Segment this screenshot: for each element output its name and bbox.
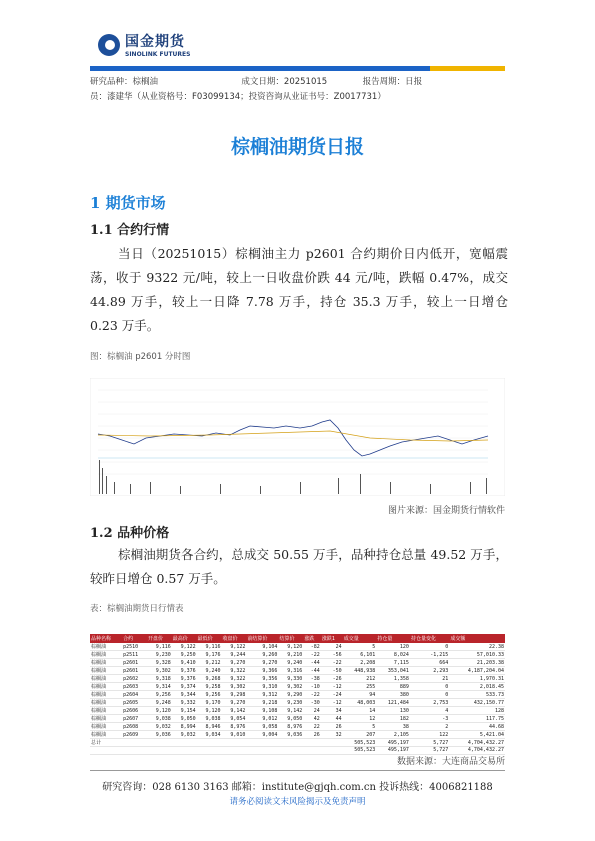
table-row (90, 731, 505, 739)
table-cell (172, 739, 197, 747)
quote-table (90, 634, 505, 755)
table-cell: 9,270 (222, 659, 247, 667)
table-cell: 9,210 (278, 651, 303, 659)
footer-contact: 研究咨询：028 6130 3163 邮箱：institute@gjqh.com.cn 投诉热线：4006821188 (102, 782, 493, 793)
table-cell: 棕榈油 (90, 707, 122, 715)
table-cell: 9,244 (222, 651, 247, 659)
table-cell: 8,024 (376, 651, 410, 659)
table-cell: 9,108 (246, 707, 278, 715)
table-cell (246, 747, 278, 755)
logo-mark-icon (98, 34, 120, 56)
table-cell: 9,010 (222, 731, 247, 739)
table-cell: 2 (410, 723, 449, 731)
table-cell: 889 (376, 683, 410, 691)
table-cell: 9,302 (147, 667, 172, 675)
table-cell: p2511 (122, 651, 147, 659)
table-cell: 9,176 (197, 651, 222, 659)
table-cell: 94 (343, 691, 377, 699)
table-cell: 棕榈油 (90, 691, 122, 699)
table-cell: 38 (376, 723, 410, 731)
table-cell: 9,298 (222, 691, 247, 699)
table-cell: 9,256 (147, 691, 172, 699)
table-cell: 8,994 (172, 723, 197, 731)
table-cell: p2601 (122, 667, 147, 675)
figure-caption: 图：棕榈油 p2601 分时图 (90, 352, 191, 362)
table-header-cell: 持仓量 (376, 634, 410, 643)
table-cell: 棕榈油 (90, 715, 122, 723)
table-cell: 9,142 (278, 707, 303, 715)
table-cell (321, 739, 343, 747)
table-cell: 353,041 (376, 667, 410, 675)
table-cell: 9,322 (222, 675, 247, 683)
footer-divider (90, 770, 505, 771)
table-cell: 5 (343, 723, 377, 731)
table-cell: p2608 (122, 723, 147, 731)
table-header-cell: 合约 (122, 634, 147, 643)
table-cell: 5,727 (410, 739, 449, 747)
meta-date: 成文日期：20251015 (241, 77, 328, 87)
table-cell: 48,003 (343, 699, 377, 707)
table-cell: 21 (410, 675, 449, 683)
table-cell: -10 (303, 683, 321, 691)
table-cell: 495,197 (376, 747, 410, 755)
table-cell: 9,310 (246, 683, 278, 691)
table-cell (122, 739, 147, 747)
table-cell: 9,302 (278, 683, 303, 691)
table-cell: 9,120 (197, 707, 222, 715)
table-header-cell: 成交量 (343, 634, 377, 643)
table-cell: 9,328 (147, 659, 172, 667)
table-cell: 12 (343, 715, 377, 723)
table-cell: 9,122 (172, 643, 197, 651)
table-cell: 9,104 (246, 643, 278, 651)
table-cell: 9,154 (172, 707, 197, 715)
table-cell: 9,374 (172, 683, 197, 691)
table-cell: p2604 (122, 691, 147, 699)
table-cell: 9,212 (197, 659, 222, 667)
table-cell: 2,018.45 (449, 683, 505, 691)
footer-disclaimer: 请务必阅读文末风险揭示及免责声明 (229, 797, 366, 807)
table-cell: -50 (321, 667, 343, 675)
table-cell: 5 (343, 643, 377, 651)
table-cell: 120 (376, 643, 410, 651)
table-cell (197, 739, 222, 747)
section-heading-futures: 1 期货市场 (90, 194, 166, 212)
table-cell: 34 (321, 707, 343, 715)
table-cell: 9,054 (222, 715, 247, 723)
table-cell: 9,330 (278, 675, 303, 683)
table-row (90, 739, 505, 747)
table-cell: 9,318 (147, 675, 172, 683)
table-row (90, 667, 505, 675)
table-cell: 448,938 (343, 667, 377, 675)
table-cell: 棕榈油 (90, 659, 122, 667)
table-cell: 44 (321, 715, 343, 723)
table-cell: 9,312 (246, 691, 278, 699)
table-cell: -30 (303, 699, 321, 707)
table-cell: 26 (303, 731, 321, 739)
table-cell: 533.73 (449, 691, 505, 699)
table-cell: 7,115 (376, 659, 410, 667)
table-cell: 9,036 (147, 731, 172, 739)
table-header-cell: 涨跌1 (321, 634, 343, 643)
table-cell: p2603 (122, 683, 147, 691)
table-cell: 9,012 (246, 715, 278, 723)
table-cell: 9,268 (197, 675, 222, 683)
table-cell: 1,358 (376, 675, 410, 683)
table-cell: -12 (321, 699, 343, 707)
table-header-cell: 开盘价 (147, 634, 172, 643)
table-cell: 122 (410, 731, 449, 739)
subheading-contract: 1.1 合约行情 (90, 223, 170, 238)
table-cell: 4 (410, 707, 449, 715)
table-cell: 24 (303, 707, 321, 715)
table-row (90, 683, 505, 691)
table-cell: 9,258 (197, 683, 222, 691)
table-cell: 2,753 (410, 699, 449, 707)
table-header-cell: 收盘价 (222, 634, 247, 643)
table-cell: 9,332 (172, 699, 197, 707)
table-cell (246, 739, 278, 747)
table-cell: 432,150.77 (449, 699, 505, 707)
table-cell: 9,120 (278, 643, 303, 651)
table-cell (303, 739, 321, 747)
table-body (90, 643, 505, 754)
table-cell: -22 (321, 659, 343, 667)
table-row (90, 707, 505, 715)
table-cell: 9,116 (197, 643, 222, 651)
table-cell: 9,240 (197, 667, 222, 675)
table-cell: 42 (303, 715, 321, 723)
table-cell: 505,523 (343, 739, 377, 747)
table-row (90, 699, 505, 707)
table-cell: 9,270 (246, 659, 278, 667)
table-cell: 9,034 (197, 731, 222, 739)
table-cell: -22 (303, 691, 321, 699)
table-cell: 9,376 (172, 675, 197, 683)
header-accent-bar (430, 66, 505, 71)
table-cell: 9,058 (246, 723, 278, 731)
table-cell: -22 (303, 651, 321, 659)
table-cell: 9,230 (278, 699, 303, 707)
table-row (90, 675, 505, 683)
table-cell: 14 (343, 707, 377, 715)
table-cell (303, 747, 321, 755)
intraday-chart (90, 378, 505, 496)
table-cell: 5,727 (410, 747, 449, 755)
table-cell: 9,038 (197, 715, 222, 723)
table-cell (147, 739, 172, 747)
table-cell: 8,976 (222, 723, 247, 731)
table-cell: 2,208 (343, 659, 377, 667)
table-cell: 2,293 (410, 667, 449, 675)
table-cell: 0 (410, 683, 449, 691)
table-cell: 380 (376, 691, 410, 699)
table-cell: 2,105 (376, 731, 410, 739)
table-cell: 505,523 (343, 747, 377, 755)
table-cell: p2609 (122, 731, 147, 739)
table-cell: 9,004 (246, 731, 278, 739)
table-cell: 121,484 (376, 699, 410, 707)
table-cell: -1,215 (410, 651, 449, 659)
table-cell: 9,170 (197, 699, 222, 707)
table-cell: 9,250 (172, 651, 197, 659)
table-cell: 棕榈油 (90, 683, 122, 691)
table-cell: 4,704,432.27 (449, 739, 505, 747)
paragraph-contract: 当日（20251015）棕榈油主力 p2601 合约期价日内低开，宽幅震荡，收于 9322 元/吨，较上一日收盘价跌 44 元/吨，跌幅 0.47%，成交 44.89 万手，较上一日降 7.78 万手，持仓 35.3 万手，较上一日增仓 0.23 万手。 (90, 246, 508, 333)
table-cell: 9,240 (278, 659, 303, 667)
table-header-cell: 最高价 (172, 634, 197, 643)
table-cell: 212 (343, 675, 377, 683)
table-cell: 128 (449, 707, 505, 715)
table-cell: p2510 (122, 643, 147, 651)
meta-period: 报告周期：日报 (362, 77, 423, 87)
table-row (90, 691, 505, 699)
table-cell: -44 (303, 667, 321, 675)
table-header-cell: 成交额 (449, 634, 505, 643)
table-cell: 9,032 (147, 723, 172, 731)
table-cell: 9,050 (278, 715, 303, 723)
table-cell: 207 (343, 731, 377, 739)
table-cell: 32 (321, 731, 343, 739)
table-cell: p2602 (122, 675, 147, 683)
table-header-cell: 结算价 (278, 634, 303, 643)
table-caption: 表：棕榈油期货日行情表 (90, 604, 184, 614)
table-row (90, 715, 505, 723)
table-cell: 总计 (90, 739, 122, 747)
table-cell: 4,187,204.04 (449, 667, 505, 675)
table-cell: 255 (343, 683, 377, 691)
table-cell: 57,010.33 (449, 651, 505, 659)
table-cell: -24 (321, 691, 343, 699)
table-cell (197, 747, 222, 755)
table-cell: 9,302 (222, 683, 247, 691)
table-cell: 9,344 (172, 691, 197, 699)
table-cell: 6,101 (343, 651, 377, 659)
table-cell: 130 (376, 707, 410, 715)
table-cell: 0 (410, 691, 449, 699)
table-cell: 4,704,432.27 (449, 747, 505, 755)
table-cell: 44.68 (449, 723, 505, 731)
table-header-cell: 前结算价 (246, 634, 278, 643)
table-cell: 22 (303, 723, 321, 731)
table-cell: -12 (321, 683, 343, 691)
table-cell: 棕榈油 (90, 723, 122, 731)
table-cell: 8,946 (197, 723, 222, 731)
page-title: 棕榈油期货日报 (230, 136, 364, 158)
table-cell: 9,142 (222, 707, 247, 715)
table-cell (172, 747, 197, 755)
table-cell: p2606 (122, 707, 147, 715)
table-cell: 22.38 (449, 643, 505, 651)
table-header-row (90, 634, 505, 643)
table-cell: 9,248 (147, 699, 172, 707)
table-cell: -26 (321, 675, 343, 683)
table-cell (278, 739, 303, 747)
table-cell: 9,230 (147, 651, 172, 659)
table-cell: 9,050 (172, 715, 197, 723)
table-cell: 664 (410, 659, 449, 667)
logo-english: SINOLINK FUTURES (125, 51, 191, 58)
table-cell: -44 (303, 659, 321, 667)
table-cell: 棕榈油 (90, 643, 122, 651)
figure-source: 图片来源：国金期货行情软件 (387, 506, 505, 516)
table-cell: 9,322 (222, 667, 247, 675)
table-cell: -56 (321, 651, 343, 659)
table-cell: 24 (321, 643, 343, 651)
table-cell: 26 (321, 723, 343, 731)
paragraph-prices: 棕榈油期货各合约，总成交 50.55 万手，品种持仓总量 49.52 万手，较昨日增仓 0.57 万手。 (90, 547, 508, 586)
table-cell: p2607 (122, 715, 147, 723)
table-cell: 9,376 (172, 667, 197, 675)
company-logo (98, 31, 190, 58)
table-cell: 9,270 (222, 699, 247, 707)
table-cell: 9,356 (246, 675, 278, 683)
table-cell: 棕榈油 (90, 699, 122, 707)
subheading-prices: 1.2 品种价格 (90, 526, 170, 541)
table-header-cell: 涨跌 (303, 634, 321, 643)
table-cell: 1,970.31 (449, 675, 505, 683)
table-cell: 9,366 (246, 667, 278, 675)
table-cell: 棕榈油 (90, 675, 122, 683)
table-cell (222, 747, 247, 755)
table-cell: 9,116 (147, 643, 172, 651)
table-cell: 9,038 (147, 715, 172, 723)
meta-analyst: 员：漆建华（从业资格号：F03099134；投资咨询从业证书号：Z0017731） (90, 92, 386, 102)
table-cell (321, 747, 343, 755)
table-cell: 8,976 (278, 723, 303, 731)
table-row (90, 723, 505, 731)
table-cell: 21,203.38 (449, 659, 505, 667)
table-cell: 0 (410, 643, 449, 651)
table-cell: 182 (376, 715, 410, 723)
table-cell: 9,032 (172, 731, 197, 739)
table-cell: 9,260 (246, 651, 278, 659)
table-row (90, 643, 505, 651)
table-header-cell: 持仓量变化 (410, 634, 449, 643)
table-cell: 棕榈油 (90, 731, 122, 739)
table-cell: 9,120 (147, 707, 172, 715)
table-cell (90, 747, 122, 755)
table-cell: 9,122 (222, 643, 247, 651)
table-cell: 9,036 (278, 731, 303, 739)
table-cell: -38 (303, 675, 321, 683)
table-cell: 棕榈油 (90, 667, 122, 675)
table-cell (122, 747, 147, 755)
table-cell: 9,410 (172, 659, 197, 667)
table-cell: 9,256 (197, 691, 222, 699)
table-cell: 9,316 (278, 667, 303, 675)
meta-variety: 研究品种：棕榈油 (90, 77, 159, 87)
table-row (90, 659, 505, 667)
table-cell: 5,421.04 (449, 731, 505, 739)
table-cell: 9,290 (278, 691, 303, 699)
table-cell: -82 (303, 643, 321, 651)
table-cell: 117.75 (449, 715, 505, 723)
table-header-cell: 最低价 (197, 634, 222, 643)
table-cell (278, 747, 303, 755)
table-cell: 棕榈油 (90, 651, 122, 659)
table-cell: p2601 (122, 659, 147, 667)
logo-chinese: 国金期货 (125, 34, 185, 50)
table-cell: 495,197 (376, 739, 410, 747)
table-cell (147, 747, 172, 755)
table-cell: 9,218 (246, 699, 278, 707)
table-cell: p2605 (122, 699, 147, 707)
table-source: 数据来源：大连商品交易所 (396, 757, 505, 767)
table-cell: -3 (410, 715, 449, 723)
meta-line-1 (90, 75, 422, 87)
table-header-cell: 品种名称 (90, 634, 122, 643)
table-cell: 9,314 (147, 683, 172, 691)
table-cell (222, 739, 247, 747)
table-row (90, 651, 505, 659)
